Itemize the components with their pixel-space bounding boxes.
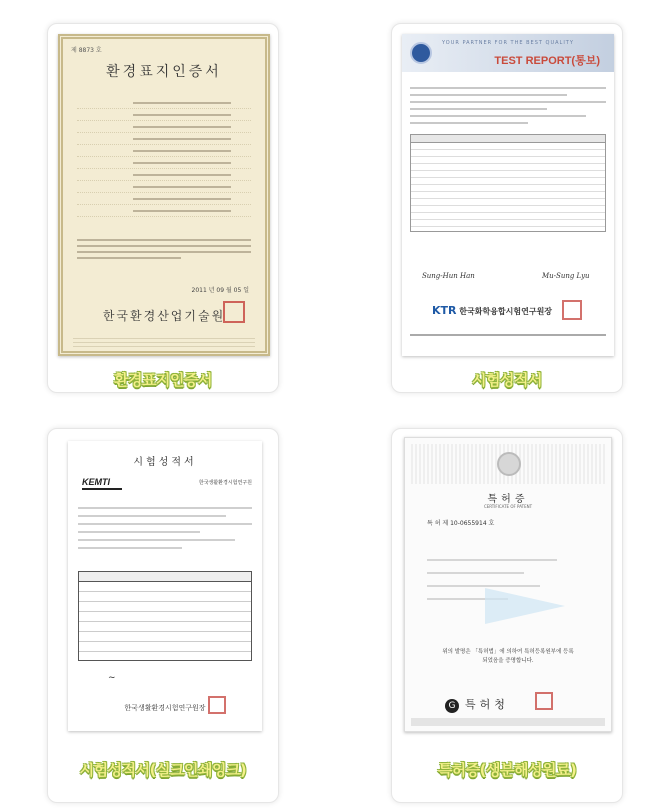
patent-statement-line2: 되었음을 증명합니다. (482, 658, 534, 664)
seal-stamp-icon (535, 692, 553, 710)
report-org: 한국생활환경시험연구원 (198, 480, 252, 486)
card-caption: 특허증(생분해성원료) (437, 761, 577, 779)
certificate-issuer: 한국환경산업기술원 (102, 309, 226, 323)
card-caption: 환경표지인증서 (114, 371, 212, 389)
patent-footer-bar (411, 718, 605, 726)
certificate-card-silk-ink-report[interactable] (47, 428, 279, 803)
report-info-lines (78, 501, 252, 561)
globe-logo-icon (410, 42, 432, 64)
certificate-card-patent[interactable] (391, 428, 623, 803)
report-results-table (78, 571, 252, 661)
certificate-body-text (77, 235, 251, 263)
signature-left: Sung-Hun Han (422, 272, 475, 280)
patent-subtitle: CERTIFICATE OF PATENT (483, 504, 533, 509)
patent-issuer: G 특허청 (445, 696, 509, 713)
report-title: 시험성적서 (133, 457, 197, 468)
certificate-fields (77, 97, 251, 217)
report-tagline: YOUR PARTNER FOR THE BEST QUALITY (442, 40, 574, 46)
card-caption: 시험성적서 (472, 371, 542, 389)
report-title: TEST REPORT(통보) (494, 55, 600, 67)
patent-number: 특 허 제 10-0655914 호 (427, 520, 495, 527)
certificate-title: 환경표지인증서 (106, 64, 222, 80)
eco-label-certificate-image (58, 34, 270, 356)
ktr-logo: KTR (432, 304, 457, 317)
certificate-date: 2011 년 09 월 05 일 (191, 287, 249, 294)
certificate-number: 제 8873 호 (71, 47, 102, 54)
report-info-lines (410, 82, 606, 129)
report-footer-line (410, 334, 606, 336)
patent-title: 특허증 (487, 494, 529, 505)
ktr-org-name: 한국화학융합시험연구원장 (459, 307, 553, 316)
signature: ~ (108, 673, 116, 683)
signature-right: Mu-Sung Lyu (542, 272, 590, 280)
kemti-report-image (68, 441, 262, 731)
seal-stamp-icon (223, 301, 245, 323)
certificate-card-test-report[interactable] (391, 23, 623, 393)
test-report-image (402, 34, 614, 356)
seal-stamp-icon (562, 300, 582, 320)
light-beam-graphic (485, 588, 565, 624)
ktr-issuer (432, 304, 552, 317)
report-issuer: 한국생활환경시험연구원장 (124, 704, 206, 712)
seal-stamp-icon (208, 696, 226, 714)
card-caption: 시험성적서(실크인쇄잉크) (79, 761, 247, 779)
emblem-icon (497, 452, 521, 476)
patent-statement (427, 648, 589, 666)
patent-statement-line1: 위의 발명은 「특허법」에 의하여 특허등록원부에 등록 (442, 649, 574, 655)
kemti-logo: KEMTI (82, 477, 122, 490)
certificate-card-eco-label[interactable] (47, 23, 279, 393)
certificate-footnote (73, 335, 255, 349)
patent-certificate-image (404, 437, 612, 732)
report-results-table (410, 134, 606, 232)
